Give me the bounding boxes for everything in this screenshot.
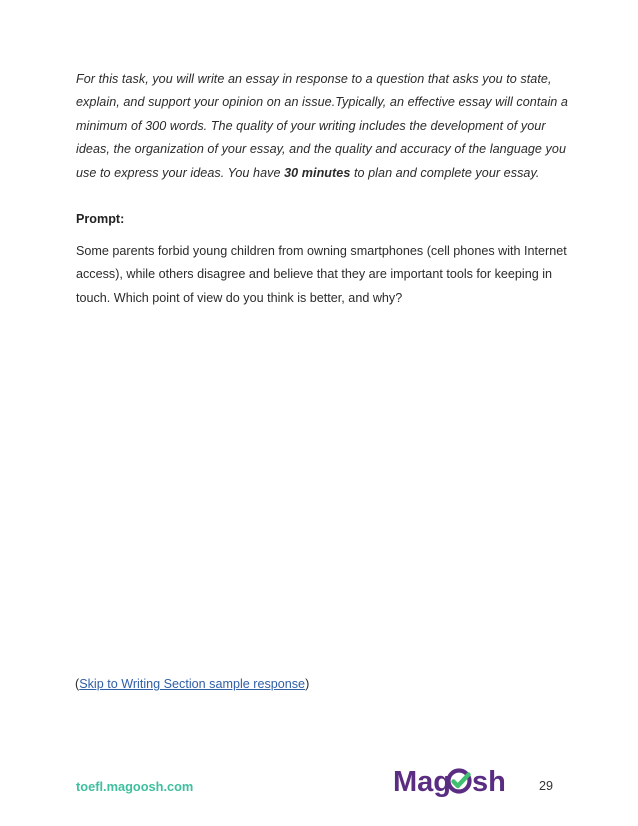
skip-to-sample-response-link[interactable]: Skip to Writing Section sample response xyxy=(79,677,306,691)
logo-text-right: sh xyxy=(472,766,506,798)
instructions-text-part1: For this task, you will write an essay in response to a question that asks you to state, explain, and support your opinion on an issue.Typically, an effective essay will contain a minimum of 300 words. The quality of your writing includes the development of your ideas, the organization of your essay, and the quality and accuracy of the language you use to express your ideas. You have xyxy=(76,72,568,180)
page-number: 29 xyxy=(539,779,554,793)
skip-line xyxy=(75,677,309,691)
prompt-body: Some parents forbid young children from owning smartphones (cell phones with Internet access), while others disagree and believe that they are important tools for keeping in touch. Which point of view do you think is better, and why? xyxy=(76,244,567,305)
instructions-text-part2: to plan and complete your essay. xyxy=(350,165,540,180)
skip-open-paren: ( xyxy=(75,677,80,691)
prompt-heading: Prompt: xyxy=(76,212,125,226)
logo-text-left: Mag xyxy=(393,766,451,798)
instructions-time-limit: 30 minutes xyxy=(284,165,351,180)
footer-url-link[interactable]: toefl.magoosh.com xyxy=(76,779,194,794)
checkmark-o-icon xyxy=(449,771,470,792)
skip-close-paren: ) xyxy=(305,677,310,691)
task-instructions xyxy=(76,68,576,185)
magoosh-logo xyxy=(393,764,515,800)
